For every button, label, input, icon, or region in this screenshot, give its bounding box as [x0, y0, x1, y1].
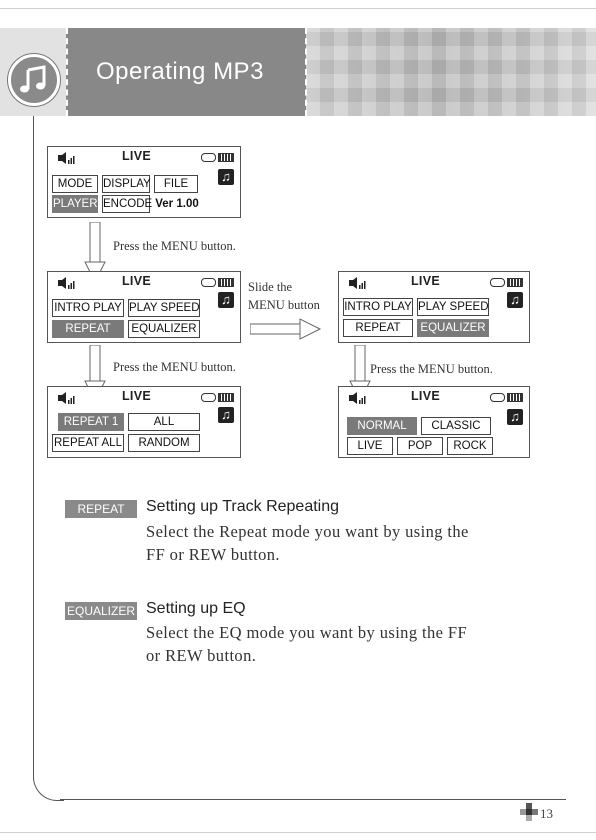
signal-icon	[349, 277, 367, 289]
live-label: LIVE	[122, 274, 151, 288]
battery-icon	[218, 153, 234, 162]
menu-item-display: DISPLAY	[102, 175, 150, 193]
top-rule	[0, 8, 596, 9]
signal-icon	[58, 392, 76, 404]
lcd-main-menu	[47, 146, 241, 218]
mode-indicator-icon	[201, 393, 216, 402]
lcd-submenu-equalizer	[338, 271, 530, 343]
menu-item-file: FILE	[154, 175, 198, 193]
equalizer-description-cont: or REW button.	[146, 646, 257, 665]
option-random: RANDOM	[128, 434, 200, 452]
repeat-section-title: Setting up Track Repeating	[146, 498, 340, 515]
mode-indicator-icon	[490, 278, 505, 287]
lcd-eq-options	[338, 386, 530, 458]
menu-item-mode: MODE	[52, 175, 98, 193]
music-note-icon: ♫	[218, 407, 234, 423]
repeat-tag: REPEAT	[65, 500, 137, 518]
live-label: LIVE	[411, 274, 440, 288]
equalizer-description: Select the EQ mode you want by using the FF	[146, 623, 468, 642]
version-label: Ver 1.00	[152, 195, 202, 213]
equalizer-section-title: Setting up EQ	[146, 600, 246, 617]
option-all: ALL	[128, 413, 200, 431]
page-number: 13	[540, 806, 553, 821]
menu-item-play-speed: PLAY SPEED	[128, 299, 200, 317]
mode-indicator-icon	[490, 393, 505, 402]
option-normal: NORMAL	[347, 417, 417, 435]
battery-icon	[507, 393, 523, 402]
music-note-icon	[8, 54, 60, 106]
menu-item-player: PLAYER	[52, 195, 98, 213]
menu-item-intro-play: INTRO PLAY	[52, 299, 124, 317]
option-repeat-all: REPEAT ALL	[52, 434, 124, 452]
lcd-submenu-repeat	[47, 271, 241, 343]
menu-item-repeat: REPEAT	[343, 319, 413, 337]
live-label: LIVE	[411, 389, 440, 403]
battery-icon	[218, 393, 234, 402]
menu-item-equalizer: EQUALIZER	[417, 319, 489, 337]
arrow-right-icon	[250, 318, 322, 340]
signal-icon	[58, 277, 76, 289]
music-note-icon: ♫	[218, 169, 234, 185]
equalizer-tag: EQUALIZER	[66, 604, 135, 618]
menu-item-encode: ENCODE	[102, 195, 150, 213]
mode-indicator-icon	[201, 278, 216, 287]
menu-item-equalizer: EQUALIZER	[128, 320, 200, 338]
option-repeat-1: REPEAT 1	[58, 413, 124, 431]
option-rock: ROCK	[447, 437, 493, 455]
page-mark-icon	[520, 803, 538, 821]
mode-indicator-icon	[201, 153, 216, 162]
battery-icon	[507, 278, 523, 287]
caption-slide: Slide the	[248, 280, 293, 294]
caption-press-menu: Press the MENU button.	[113, 360, 236, 374]
music-note-icon: ♫	[507, 292, 523, 308]
pixel-pattern	[306, 28, 596, 116]
caption-press-menu: Press the MENU button.	[113, 239, 236, 253]
signal-icon	[58, 152, 76, 164]
music-note-icon: ♫	[507, 409, 523, 425]
option-classic: CLASSIC	[421, 417, 491, 435]
page-frame	[33, 116, 34, 780]
signal-icon	[349, 392, 367, 404]
section-header	[0, 28, 596, 116]
caption-press-menu: Press the MENU button.	[370, 362, 493, 376]
lcd-repeat-options	[47, 386, 241, 458]
music-note-icon: ♫	[218, 292, 234, 308]
option-pop: POP	[397, 437, 443, 455]
menu-item-play-speed: PLAY SPEED	[417, 298, 489, 316]
menu-item-intro-play: INTRO PLAY	[343, 298, 413, 316]
page-title: Operating MP3	[96, 58, 264, 85]
repeat-description-cont: FF or REW button.	[146, 545, 280, 564]
repeat-description: Select the Repeat mode you want by using the	[146, 522, 469, 541]
bottom-rule	[0, 832, 596, 833]
caption-slide-menu: MENU button	[248, 298, 320, 312]
live-label: LIVE	[122, 389, 151, 403]
option-live: LIVE	[347, 437, 393, 455]
live-label: LIVE	[122, 149, 151, 163]
menu-item-repeat: REPEAT	[52, 320, 124, 338]
battery-icon	[218, 278, 234, 287]
